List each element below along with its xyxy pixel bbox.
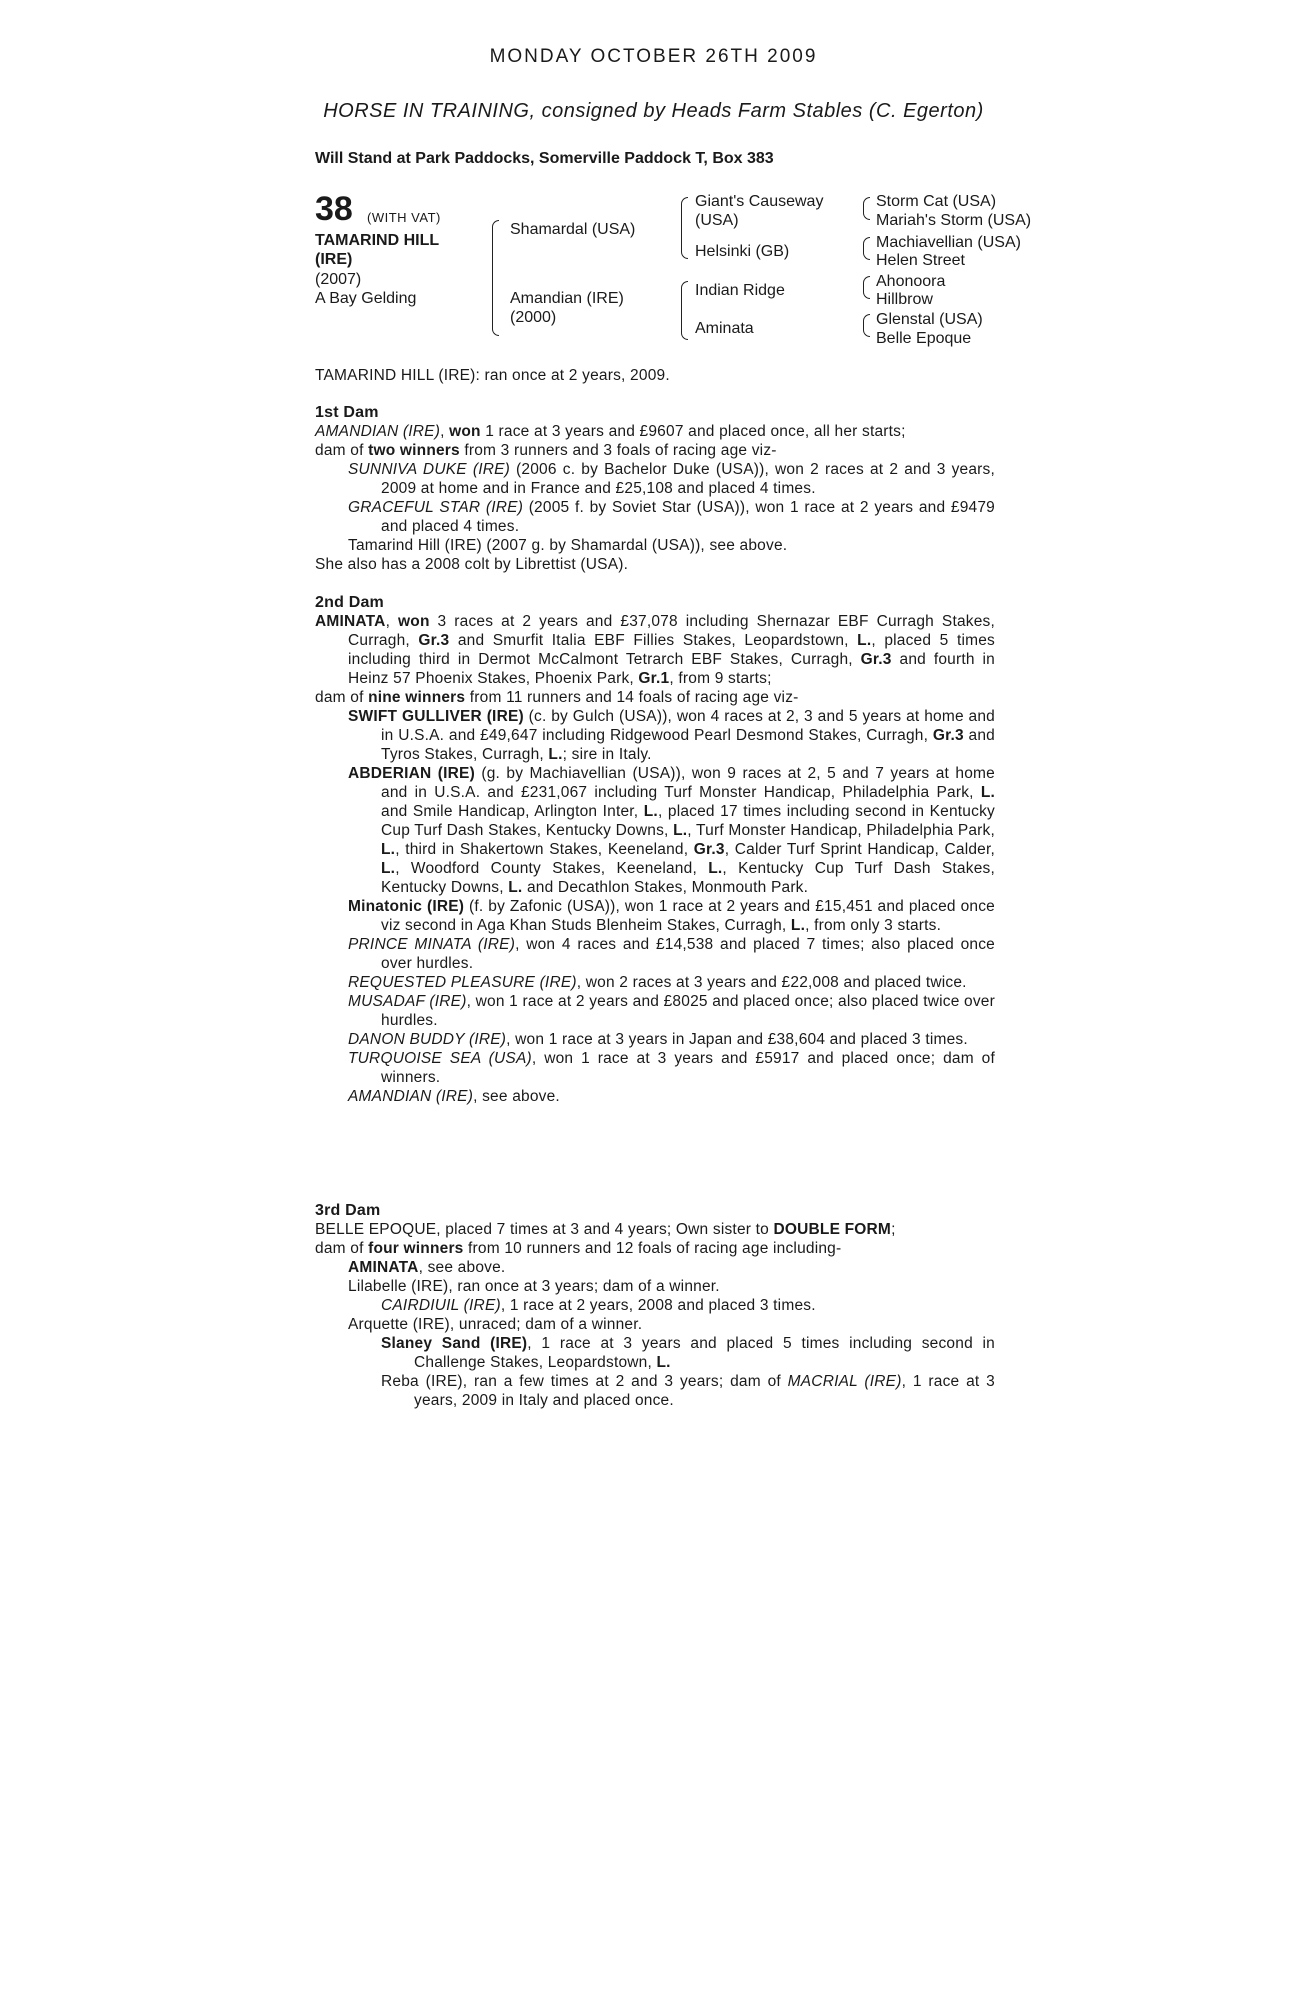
horse-name-line1: TAMARIND HILL: [315, 232, 440, 249]
foaling-year: (2007): [315, 271, 362, 288]
pedigree-brace-sire: [681, 197, 688, 259]
consignment-title: HORSE IN TRAINING, consigned by Heads Farm Stables (C. Egerton): [323, 100, 984, 122]
stand-location: Will Stand at Park Paddocks, Somerville Paddock T, Box 383: [315, 150, 774, 167]
first-dam-produce-4: She also has a 2008 colt by Librettist (USA).: [315, 556, 629, 573]
pedigree-g1: Storm Cat (USA): [876, 193, 997, 210]
produce-requested-pleasure: REQUESTED PLEASURE (IRE), won 2 races at 3 years and £22,008 and placed twice.: [348, 974, 967, 991]
third-dam-slaney-sand: Slaney Sand (IRE), 1 race at 3 years and placed 5 times including second in Challenge Stakes, Leopardstown, L.: [381, 1335, 995, 1371]
pedigree-brace-g1: [863, 197, 870, 220]
first-dam-produce-2: GRACEFUL STAR (IRE) (2005 f. by Soviet Star (USA)), won 1 race at 2 years and £9479 and placed 4 times.: [348, 499, 995, 535]
produce-swift-gulliver: SWIFT GULLIVER (IRE) (c. by Gulch (USA)), won 4 races at 2, 3 and 5 years at home and in U.S.A. and £49,647 including Ridgewood Pearl Desmond Stakes, Curragh, Gr.3 and Tyros Stakes, Curragh, L.; sire in Italy.: [348, 708, 995, 763]
pedigree-g5: Ahonoora: [876, 273, 946, 290]
pedigree-g3: Machiavellian (USA): [876, 234, 1021, 251]
produce-prince-minata: PRINCE MINATA (IRE), won 4 races and £14,538 and placed 7 times; also placed once over hurdles.: [348, 936, 995, 972]
sale-date: MONDAY OCTOBER 26TH 2009: [489, 46, 818, 67]
second-dam-heading: 2nd Dam: [315, 594, 384, 611]
pedigree-sire-dam: Helsinki (GB): [695, 243, 790, 260]
pedigree-dam-sire: Indian Ridge: [695, 282, 785, 299]
pedigree-brace-dam: [681, 281, 688, 340]
produce-turquoise-sea: TURQUOISE SEA (USA), won 1 race at 3 years and £5917 and placed once; dam of winners.: [348, 1050, 995, 1086]
third-dam-heading: 3rd Dam: [315, 1202, 381, 1219]
pedigree-dam-dam: Aminata: [695, 320, 754, 337]
horse-name-line2: (IRE): [315, 251, 353, 268]
pedigree-dam-line2: (2000): [510, 309, 557, 326]
third-dam-section: [315, 1201, 995, 1410]
first-dam-produce-1: SUNNIVA DUKE (IRE) (2006 c. by Bachelor Duke (USA)), won 2 races at 2 and 3 years, 2009 at home and in France and £25,108 and placed 4 times.: [348, 461, 995, 497]
third-dam-line2: dam of four winners from 10 runners and 12 foals of racing age including-: [315, 1240, 842, 1257]
third-dam-arquette: Arquette (IRE), unraced; dam of a winner.: [348, 1316, 643, 1333]
pedigree-sire: Shamardal (USA): [510, 221, 636, 238]
first-dam-line1: AMANDIAN (IRE), won 1 race at 3 years and £9607 and placed once, all her starts;: [315, 423, 906, 440]
third-dam-aminata: AMINATA, see above.: [348, 1259, 506, 1276]
produce-abderian: ABDERIAN (IRE) (g. by Machiavellian (USA)), won 9 races at 2, 5 and 7 years at home and in U.S.A. and £231,067 including Turf Monster Handicap, Philadelphia Park, L. and Smile Handicap, Arlington Inter, L., placed 17 times including second in Kentucky Cup Turf Dash Stakes, Kentucky Downs, L., Turf Monster Handicap, Philadelphia Park, L., third in Shakertown Stakes, Keeneland, Gr.3, Calder Turf Sprint Handicap, Calder, L., Woodford County Stakes, Keeneland, L., Kentucky Cup Turf Dash Stakes, Kentucky Downs, L. and Decathlon Stakes, Monmouth Park.: [348, 765, 996, 896]
produce-amandian: AMANDIAN (IRE), see above.: [348, 1088, 560, 1105]
pedigree-g2: Mariah's Storm (USA): [876, 212, 1032, 229]
pedigree-g4: Helen Street: [876, 252, 965, 269]
lot-number: 38: [315, 190, 353, 228]
pedigree-brace-g3: [863, 276, 870, 299]
second-dam-record: AMINATA, won 3 races at 2 years and £37,078 including Shernazar EBF Curragh Stakes, Curragh, Gr.3 and Smurfit Italia EBF Fillies Stakes, Leopardstown, L., placed 5 times including third in Dermot McCalmont Tetrarch EBF Stakes, Curragh, Gr.3 and fourth in Heinz 57 Phoenix Stakes, Phoenix Park, Gr.1, from 9 starts;: [315, 613, 996, 687]
third-dam-line1: BELLE EPOQUE, placed 7 times at 3 and 4 years; Own sister to DOUBLE FORM;: [315, 1221, 896, 1238]
first-dam-section: [315, 403, 995, 574]
pedigree-sire-sire-line1: Giant's Causeway: [695, 193, 824, 210]
horse-description: A Bay Gelding: [315, 290, 417, 307]
produce-musadaf: MUSADAF (IRE), won 1 race at 2 years and £8025 and placed once; also placed twice over hurdles.: [348, 993, 995, 1029]
pedigree-brace-g4: [863, 314, 870, 337]
pedigree-brace-main: [492, 220, 499, 336]
pedigree-g7: Glenstal (USA): [876, 311, 983, 328]
pedigree-dam-line1: Amandian (IRE): [510, 290, 624, 307]
produce-danon-buddy: DANON BUDDY (IRE), won 1 race at 3 years in Japan and £38,604 and placed 3 times.: [348, 1031, 968, 1048]
third-dam-lilabelle: Lilabelle (IRE), ran once at 3 years; dam of a winner.: [348, 1278, 720, 1295]
second-dam-dam-of: dam of nine winners from 11 runners and 14 foals of racing age viz-: [315, 689, 799, 706]
race-summary: TAMARIND HILL (IRE): ran once at 2 years, 2009.: [315, 367, 670, 384]
first-dam-heading: 1st Dam: [315, 404, 379, 421]
pedigree-g6: Hillbrow: [876, 291, 933, 308]
produce-minatonic: Minatonic (IRE) (f. by Zafonic (USA)), won 1 race at 2 years and £15,451 and placed once viz second in Aga Khan Studs Blenheim Stakes, Curragh, L., from only 3 starts.: [348, 898, 995, 934]
horse-name: [315, 231, 475, 269]
second-dam-section: [315, 593, 995, 1106]
first-dam-line2: dam of two winners from 3 runners and 3 foals of racing age viz-: [315, 442, 777, 459]
pedigree-brace-g2: [863, 237, 870, 260]
third-dam-cairdiuil: CAIRDIUIL (IRE), 1 race at 2 years, 2008 and placed 3 times.: [381, 1297, 816, 1314]
pedigree-sire-sire-line2: (USA): [695, 212, 739, 229]
first-dam-produce-3: Tamarind Hill (IRE) (2007 g. by Shamardal (USA)), see above.: [348, 537, 788, 554]
vat-note: (WITH VAT): [367, 210, 441, 225]
third-dam-reba: Reba (IRE), ran a few times at 2 and 3 years; dam of MACRIAL (IRE), 1 race at 3 years, 2009 in Italy and placed once.: [381, 1373, 995, 1409]
pedigree-g8: Belle Epoque: [876, 330, 972, 347]
